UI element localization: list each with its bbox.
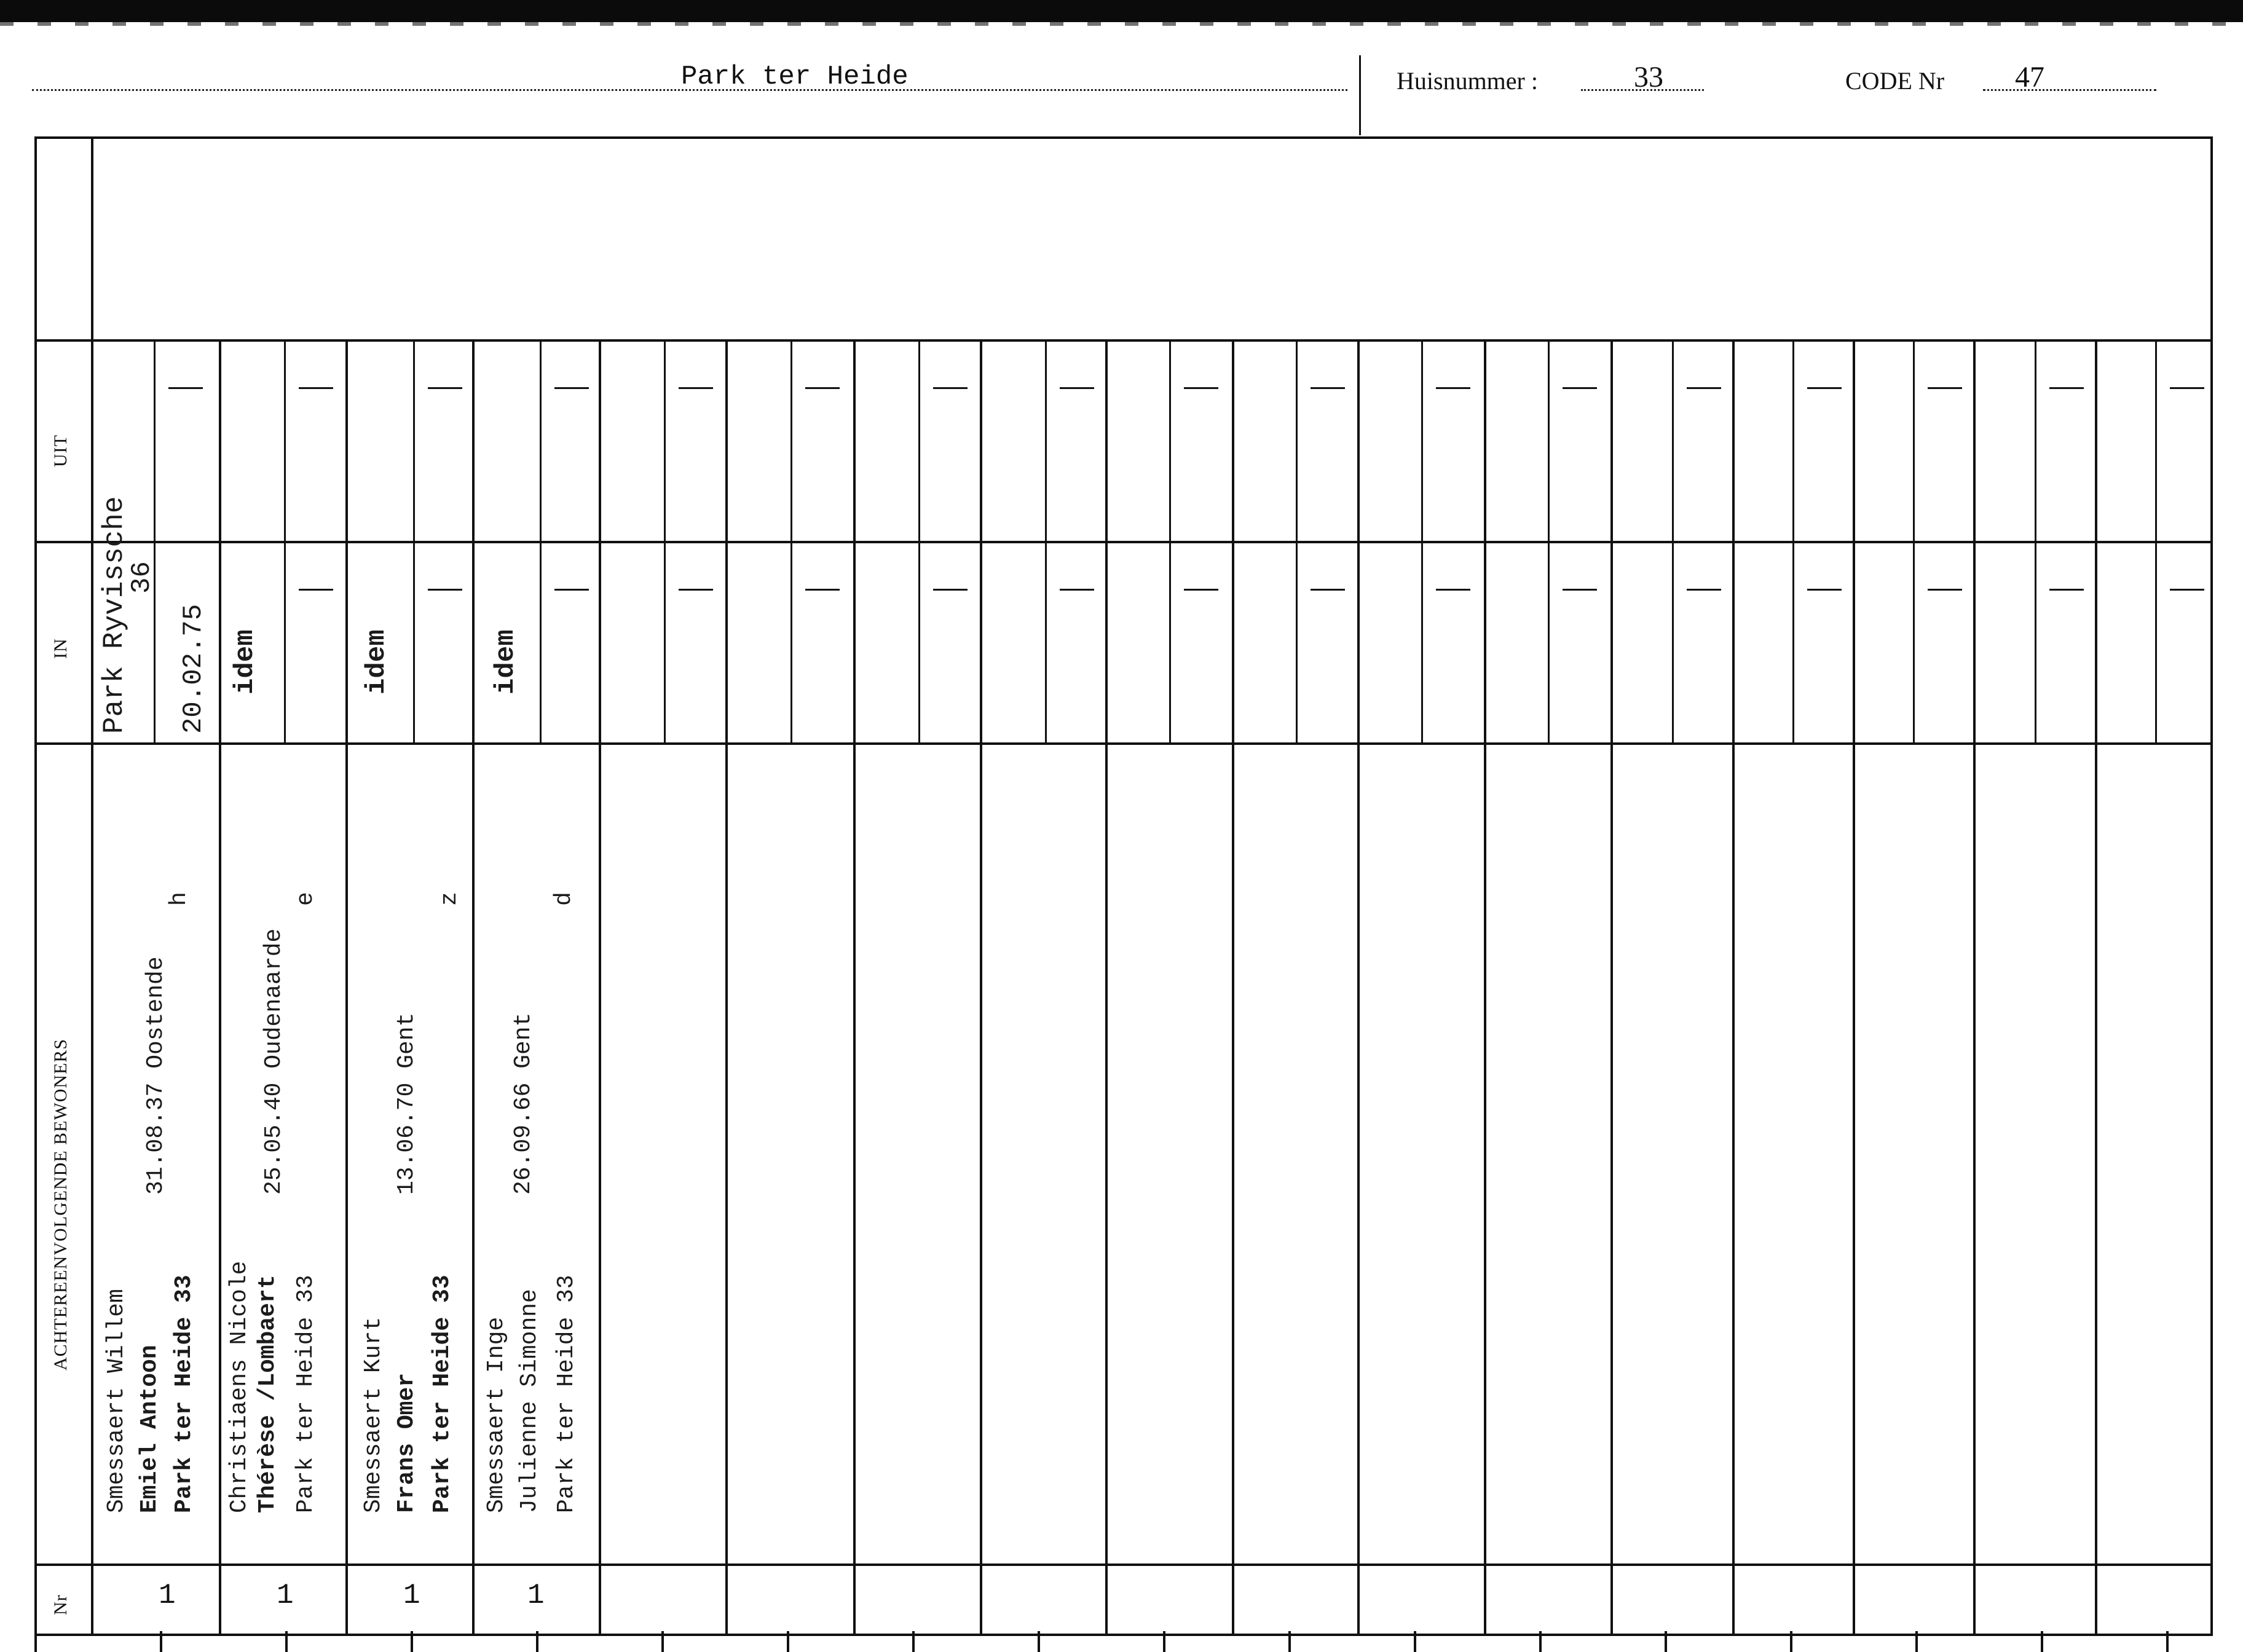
empty-field-dash: [2049, 387, 2084, 389]
empty-field-dash: [1563, 589, 1597, 591]
resident-2-in-from: [230, 629, 261, 694]
label-column-divider: [91, 136, 93, 1636]
bottom-tick: [1163, 1631, 1165, 1652]
sub-column-divider: [664, 339, 666, 742]
house-number-value: 33: [1634, 61, 1663, 93]
empty-field-dash: [1687, 387, 1721, 389]
house-number-label: Huisnummer :: [1397, 67, 1538, 95]
bottom-tick: [2166, 1631, 2169, 1652]
row-divider-nr-top: [34, 1564, 2213, 1566]
in-label: IN: [50, 638, 71, 659]
uit-label: UIT: [50, 435, 71, 467]
table-top-border: [34, 136, 2213, 139]
empty-field-dash: [1436, 589, 1470, 591]
empty-field-dash: [428, 589, 462, 591]
empty-field-dash: [554, 387, 589, 389]
sub-column-divider: [1421, 339, 1423, 742]
column-divider: [345, 339, 348, 1635]
resident-4-name-line1: Smessaert Inge: [483, 1316, 510, 1513]
resident-3-address: [429, 1275, 455, 1513]
sub-column-divider: [1169, 339, 1171, 742]
sub-column-divider: [1045, 339, 1047, 742]
empty-field-dash: [679, 589, 713, 591]
resident-2-nr: 1: [277, 1579, 294, 1611]
empty-field-dash: [554, 589, 589, 591]
empty-field-dash: [1687, 589, 1721, 591]
column-divider: [472, 339, 475, 1635]
resident-1-relation: h: [166, 892, 192, 906]
empty-field-dash: [933, 589, 968, 591]
column-divider: [1232, 339, 1234, 1635]
row-divider-uit-top: [34, 339, 2213, 342]
resident-3-nr: 1: [403, 1579, 420, 1611]
resident-2-birth: 25.05.40 Oudenaarde: [261, 928, 287, 1195]
bottom-tick: [1665, 1631, 1667, 1652]
sub-column-divider: [1792, 339, 1794, 742]
scan-edge: [0, 0, 2243, 22]
resident-2-address: Park ter Heide 33: [293, 1275, 319, 1513]
header-divider: [1359, 55, 1361, 135]
bottom-tick: [661, 1631, 664, 1652]
row-divider-in-top: [34, 541, 2213, 543]
resident-4-in-from-text: idem: [491, 629, 521, 694]
sub-column-divider: [413, 339, 415, 742]
resident-4-birth: 26.09.66 Gent: [510, 1012, 537, 1195]
table-right-border: [2210, 136, 2213, 1636]
bottom-tick: [34, 1631, 37, 1652]
bottom-tick: [411, 1631, 413, 1652]
resident-1-birth: 31.08.37 Oostende: [143, 956, 169, 1195]
empty-field-dash: [1184, 589, 1218, 591]
empty-field-dash: [1184, 387, 1218, 389]
column-divider: [725, 339, 728, 1635]
resident-3-address-text: Park ter Heide 33: [429, 1275, 455, 1513]
resident-2-name-line2: [254, 1275, 281, 1513]
resident-1-in-from-nr: 36: [127, 561, 157, 594]
row-divider-bewoners-top: [34, 742, 2213, 745]
column-divider: [1973, 339, 1976, 1635]
code-dotted-line: [1983, 89, 2156, 91]
resident-2-in-from-text: idem: [230, 629, 261, 694]
empty-field-dash: [2170, 387, 2204, 389]
table-left-border: [34, 136, 37, 1636]
empty-field-dash: [1060, 589, 1094, 591]
bottom-tick: [912, 1631, 915, 1652]
empty-field-dash: [1311, 387, 1345, 389]
resident-4-address: Park ter Heide 33: [553, 1275, 580, 1513]
empty-field-dash: [805, 387, 840, 389]
bewoners-label: ACHTEREENVOLGENDE BEWONERS: [50, 1038, 71, 1371]
column-divider: [1610, 339, 1613, 1635]
empty-field-dash: [1807, 387, 1842, 389]
column-divider: [1105, 339, 1108, 1635]
resident-4-nr: 1: [527, 1579, 545, 1611]
bottom-tick: [160, 1631, 162, 1652]
empty-field-dash: [1060, 387, 1094, 389]
empty-field-dash: [805, 589, 840, 591]
resident-3-name-line1: Smessaert Kurt: [360, 1316, 387, 1513]
resident-1-in-date: 20.02.75: [178, 604, 209, 734]
resident-3-birth: 13.06.70 Gent: [393, 1012, 420, 1195]
resident-3-name-line2: [393, 1373, 420, 1513]
code-label: CODE Nr: [1845, 67, 1945, 95]
empty-field-dash: [428, 387, 462, 389]
sub-column-divider: [918, 339, 920, 742]
resident-3-in-from-text: idem: [361, 629, 392, 694]
resident-2-name-line1: Christiaens Nicole: [226, 1261, 253, 1513]
sub-column-divider: [540, 339, 542, 742]
resident-1-address-text: Park ter Heide 33: [171, 1275, 197, 1513]
sub-column-divider: [284, 339, 286, 742]
column-divider: [219, 339, 221, 1635]
bottom-tick: [1915, 1631, 1918, 1652]
column-divider: [2095, 339, 2097, 1635]
sub-column-divider: [790, 339, 792, 742]
column-divider: [980, 339, 982, 1635]
column-divider: [1484, 339, 1486, 1635]
bottom-tick: [2041, 1631, 2043, 1652]
empty-field-dash: [1311, 589, 1345, 591]
empty-field-dash: [1928, 589, 1962, 591]
bottom-tick: [1539, 1631, 1542, 1652]
resident-1-name-line1: Smessaert Willem: [103, 1289, 130, 1513]
empty-field-dash: [679, 387, 713, 389]
resident-1-name-line2: [136, 1345, 163, 1513]
sub-column-divider: [1296, 339, 1298, 742]
empty-field-dash: [1807, 589, 1842, 591]
empty-field-dash: [933, 387, 968, 389]
sub-column-divider: [2035, 339, 2036, 742]
resident-1-in-from: Park Ryvissche: [98, 496, 130, 734]
nr-label: Nr: [50, 1594, 71, 1615]
resident-1-nr: 1: [159, 1579, 176, 1611]
bottom-tick: [1038, 1631, 1040, 1652]
column-divider: [1853, 339, 1855, 1635]
bottom-tick: [285, 1631, 288, 1652]
resident-3-relation: z: [436, 892, 463, 906]
bottom-tick: [536, 1631, 538, 1652]
column-divider: [853, 339, 856, 1635]
resident-4-name-line2: Julienne Simonne: [516, 1289, 543, 1513]
sub-column-divider: [1548, 339, 1550, 742]
resident-1-name-line2-text: Emiel Antoon: [136, 1345, 163, 1513]
empty-field-dash: [1928, 387, 1962, 389]
empty-field-dash: [1436, 387, 1470, 389]
sub-column-divider: [1672, 339, 1674, 742]
resident-2-relation: e: [293, 892, 319, 906]
column-divider: [599, 339, 601, 1635]
sub-column-divider: [1913, 339, 1915, 742]
empty-field-dash: [2170, 589, 2204, 591]
empty-field-dash: [2049, 589, 2084, 591]
column-divider: [1357, 339, 1360, 1635]
table-bottom-border: [34, 1634, 2213, 1636]
scan-edge-noise: [0, 22, 2243, 26]
resident-1-address: [171, 1275, 197, 1513]
street-name: Park ter Heide: [681, 61, 909, 92]
bottom-tick: [1288, 1631, 1291, 1652]
empty-field-dash: [168, 387, 203, 389]
empty-field-dash: [299, 387, 333, 389]
sub-column-divider: [154, 339, 156, 742]
resident-4-relation: d: [551, 892, 577, 906]
resident-3-name-line2-text: Frans Omer: [393, 1372, 420, 1513]
resident-3-in-from: [361, 629, 392, 694]
column-divider: [1732, 339, 1735, 1635]
empty-field-dash: [299, 589, 333, 591]
bottom-tick: [787, 1631, 789, 1652]
code-value: 47: [2015, 61, 2044, 93]
bottom-tick: [1790, 1631, 1792, 1652]
empty-field-dash: [1563, 387, 1597, 389]
resident-2-name-line2-text: Thérèse /Lombaert: [254, 1275, 281, 1513]
resident-4-in-from: [491, 629, 521, 694]
sub-column-divider: [2155, 339, 2157, 742]
bottom-tick: [1414, 1631, 1416, 1652]
